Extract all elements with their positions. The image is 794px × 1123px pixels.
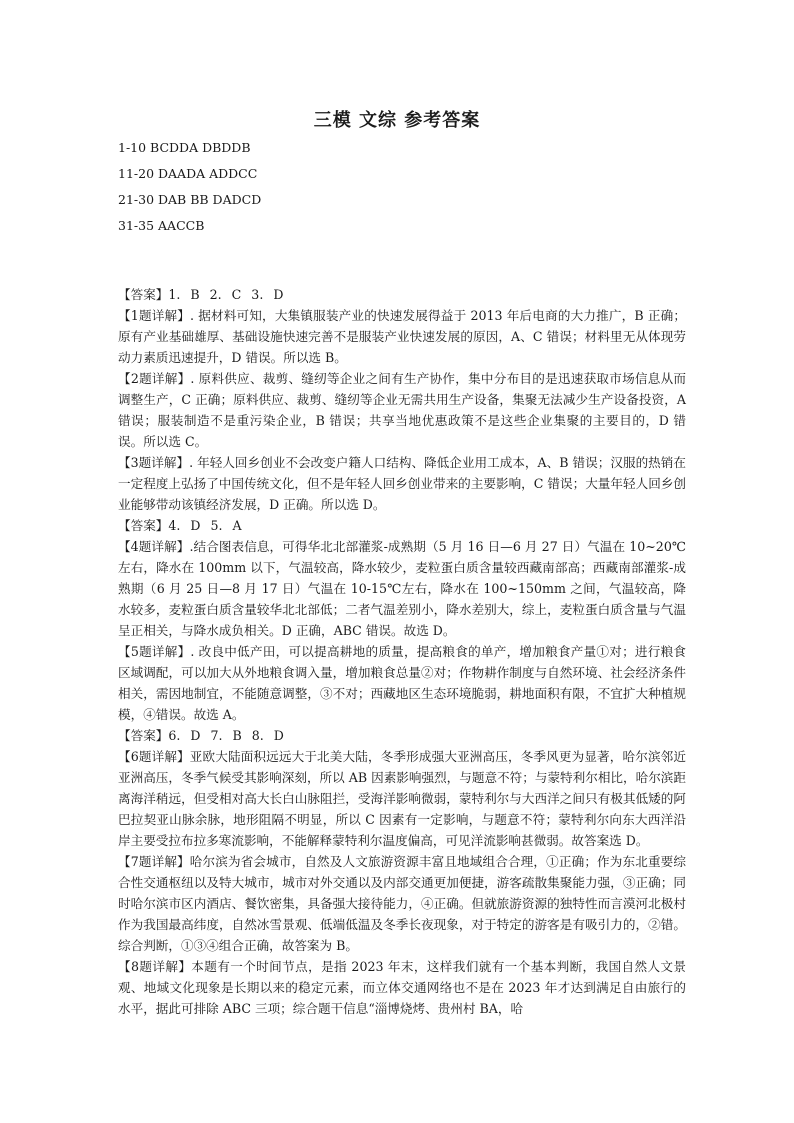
explanation-paragraph: 【1题详解】. 据材料可知，大集镇服装产业的快速发展得益于 2013 年后电商的大力推广，B 正确；原有产业基础雄厚、基础设施快速完善不是服装产业快速发展的原因，A、C 错误；材料里无从体现劳动力素质迅速提升，D 错误。所以选 B。 bbox=[118, 308, 686, 365]
answer-key-row: 11-20 DAADA ADDCC bbox=[118, 166, 258, 181]
explanation-paragraph: 【8题详解】本题有一个时间节点，是指 2023 年末，这样我们就有一个基本判断，我国自然人文景观、地域文化现象是长期以来的稳定元素，而立体交通网络也不是在 2023 年才达到满足自由旅行的水平，据此可排除 ABC 三项；综合题干信息“淄博烧烤、贵州村 BA，哈 bbox=[118, 959, 686, 1016]
explanation-paragraph: 【5题详解】. 改良中低产田，可以提高耕地的质量，提高粮食的单产，增加粮食产量①对；进行粮食区域调配，可以加大从外地粮食调入量，增加粮食总量②对；作物耕作制度与自然环境、社会经济条件相关，需因地制宜，不能随意调整，③不对；西藏地区生态环境脆弱，耕地面积有限，不宜扩大种植规模，④错误。故选 A。 bbox=[118, 644, 686, 722]
explanation-paragraph: 【4题详解】.结合图表信息，可得华北北部灌浆-成熟期（5 月 16 日—6 月 27 日）气温在 10~20℃左右，降水在 100mm 以下，气温较高，降水较少，麦粒蛋白质含量较西藏南部高；西藏南部灌浆-成熟期（6 月 25 日—8 月 17 日）气温在 10-15℃左右，降水在 100~150mm 之间，气温较高，降水较多，麦粒蛋白质含量较华北北部低；二者气温差别小，降水差别大，综上，麦粒蛋白质含量与气温呈正相关，与降水成负相关。D 正确，ABC 错误。故选 D。 bbox=[118, 539, 686, 638]
answer-key-row: 31-35 AACCB bbox=[118, 218, 205, 233]
answer-line: 【答案】4. D 5. A bbox=[118, 518, 242, 533]
answer-key-list bbox=[118, 140, 518, 244]
explanation-paragraph: 【2题详解】. 原料供应、裁剪、缝纫等企业之间有生产协作，集中分布目的是迅速获取市场信息从而调整生产，C 正确；原料供应、裁剪、缝纫等企业无需共用生产设备，集聚无法减少生产设备投资，A 错误；服装制造不是重污染企业，B 错误；共享当地优惠政策不是这些企业集聚的主要目的，D 错误。所以选 C。 bbox=[118, 371, 686, 449]
answer-line: 【答案】1. B 2. C 3. D bbox=[118, 287, 284, 302]
answer-line: 【答案】6. D 7. B 8. D bbox=[118, 728, 284, 743]
explanation-body bbox=[118, 284, 686, 1019]
explanation-paragraph: 【3题详解】. 年轻人回乡创业不会改变户籍人口结构、降低企业用工成本，A、B 错误；汉服的热销在一定程度上弘扬了中国传统文化，但不是年轻人回乡创业带来的主要影响，C 错误；大量年轻人回乡创业能够带动该镇经济发展，D 正确。所以选 D。 bbox=[118, 455, 686, 512]
explanation-paragraph: 【6题详解】亚欧大陆面积远远大于北美大陆，冬季形成强大亚洲高压，冬季风更为显著，哈尔滨邻近亚洲高压，冬季气候受其影响深刻，所以 AB 因素影响强烈，与题意不符；与蒙特利尔相比，哈尔滨距离海洋稍远，但受相对高大长白山脉阻拦，受海洋影响微弱，蒙特利尔与大西洋之间只有极其低矮的阿巴拉契亚山脉余脉，地形阻隔不明显，所以 C 因素有一定影响，与题意不符；蒙特利尔向东大西洋沿岸主要受拉布拉多寒流影响，不能解释蒙特利尔温度偏高，可见洋流影响甚微弱。故答案选 D。 bbox=[118, 749, 686, 848]
page-title: 三模 文综 参考答案 bbox=[313, 110, 481, 131]
answer-key-row: 1-10 BCDDA DBDDB bbox=[118, 140, 251, 155]
explanation-paragraph: 【7题详解】哈尔滨为省会城市，自然及人文旅游资源丰富且地域组合合理，①正确；作为东北重要综合性交通枢纽以及特大城市，城市对外交通以及内部交通更加便捷，游客疏散集聚能力强，③正确；同时哈尔滨市区内酒店、餐饮密集，具备强大接待能力，④正确。但就旅游资源的独特性而言漠河北极村作为我国最高纬度，自然冰雪景观、低端低温及冬季长夜现象，对于特定的游客是有吸引力的，②错。综合判断，①③④组合正确，故答案为 B。 bbox=[118, 854, 686, 953]
answer-key-row: 21-30 DAB BB DADCD bbox=[118, 192, 262, 207]
